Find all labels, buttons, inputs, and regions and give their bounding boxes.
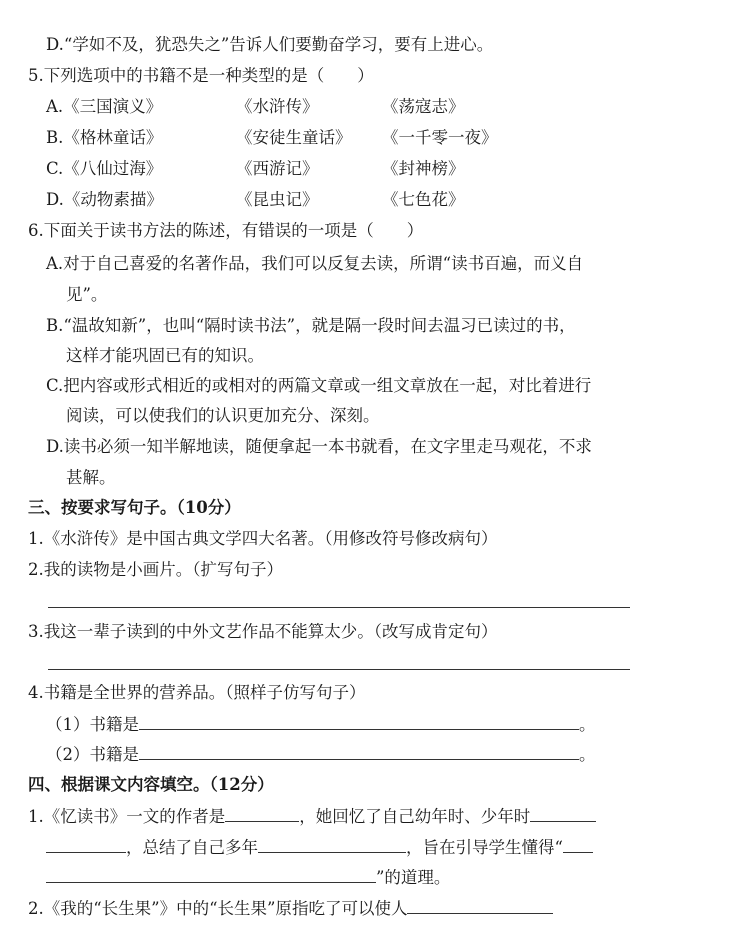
q6-option-b-line1: B.“温故知新”，也叫“隔时读书法”，就是隔一段时间去温习已读过的书， (46, 316, 576, 335)
s4-q1-blank-lesson[interactable] (563, 836, 593, 853)
q6-option-a-line1: A.对于自己喜爱的名著作品，我们可以反复去读，所谓“读书百遍，而义自 (46, 254, 584, 273)
s4-q1-blank-childhood-cont[interactable] (46, 836, 126, 853)
q5-option-c-book3: 《封神榜》 (382, 159, 465, 178)
q5-option-d-book2: 《昆虫记》 (236, 190, 319, 209)
s3-q4: 4.书籍是全世界的营养品。（照样子仿写句子） (28, 683, 366, 702)
q5-option-b-book2: 《安徒生童话》 (236, 128, 352, 147)
s4-q1-blank-years[interactable] (258, 836, 406, 853)
s3-q4-2-blank[interactable] (139, 743, 579, 760)
s4-q2-text: 2.《我的“长生果”》中的“长生果”原指吃了可以使人 (28, 899, 408, 918)
s3-q3: 3.我这一辈子读到的中外文艺作品不能算太少。（改写成肯定句） (28, 622, 498, 641)
q5-option-b-book3: 《一千零一夜》 (382, 128, 498, 147)
section4-heading: 四、根据课文内容填空。（12分） (28, 775, 274, 794)
q5-option-d: D.《动物素描》 (46, 190, 163, 209)
s3-q4-1-period: 。 (579, 715, 596, 734)
q6-option-c-line1: C.把内容或形式相近的或相对的两篇文章或一组文章放在一起，对比着进行 (46, 376, 592, 395)
q6-option-c-line2: 阅读，可以使我们的认识更加充分、深刻。 (66, 406, 380, 425)
s3-q3-answer-line[interactable] (48, 669, 630, 670)
q5-option-a-book3: 《荡寇志》 (382, 97, 465, 116)
s4-q1-blank-childhood[interactable] (530, 805, 596, 822)
s4-q1-text-d: ，旨在引导学生懂得“ (406, 838, 563, 857)
q4-option-d: D.“学如不及，犹恐失之”告诉人们要勤奋学习，要有上进心。 (46, 35, 494, 54)
s4-q1-text-e: ”的道理。 (376, 868, 451, 887)
s3-q4-2-label: （2）书籍是 (46, 745, 139, 764)
s4-q1-line3 (46, 866, 450, 889)
s3-q2: 2.我的读物是小画片。（扩写句子） (28, 560, 283, 579)
q6-option-d-line2: 甚解。 (66, 468, 116, 487)
s4-q2-blank[interactable] (407, 897, 553, 914)
s4-q1-blank-lesson-cont[interactable] (46, 866, 376, 883)
q5-option-c: C.《八仙过海》 (46, 159, 163, 178)
q6-option-a-line2: 见”。 (66, 285, 108, 304)
s3-q1: 1.《水浒传》是中国古典文学四大名著。（用修改符号修改病句） (28, 529, 498, 548)
q5-stem: 5.下列选项中的书籍不是一种类型的是（ ） (28, 66, 374, 85)
s3-q4-1-blank[interactable] (139, 713, 579, 730)
s4-q1-text-b: ，她回忆了自己幼年时、少年时 (299, 807, 531, 826)
s4-q2 (28, 897, 553, 920)
section3-heading: 三、按要求写句子。（10分） (28, 498, 241, 517)
q6-stem: 6.下面关于读书方法的陈述，有错误的一项是（ ） (28, 221, 424, 240)
s3-q2-answer-line[interactable] (48, 607, 630, 608)
s3-q4-2 (46, 743, 596, 766)
s4-q1-line2 (46, 836, 593, 859)
s3-q4-1-label: （1）书籍是 (46, 715, 139, 734)
s4-q1-text-a: 1.《忆读书》一文的作者是 (28, 807, 226, 826)
s3-q4-2-period: 。 (579, 745, 596, 764)
s4-q1-text-c: ，总结了自己多年 (126, 838, 258, 857)
q5-option-a: A.《三国演义》 (46, 97, 163, 116)
q5-option-b: B.《格林童话》 (46, 128, 163, 147)
q5-option-d-book3: 《七色花》 (382, 190, 465, 209)
q6-option-d-line1: D.读书必须一知半解地读，随便拿起一本书就看，在文字里走马观花，不求 (46, 437, 592, 456)
q5-option-c-book2: 《西游记》 (236, 159, 319, 178)
q5-option-a-book2: 《水浒传》 (236, 97, 319, 116)
s4-q1-line1 (28, 805, 596, 828)
s4-q1-blank-author[interactable] (225, 805, 299, 822)
s3-q4-1 (46, 713, 596, 736)
q6-option-b-line2: 这样才能巩固已有的知识。 (66, 346, 264, 365)
